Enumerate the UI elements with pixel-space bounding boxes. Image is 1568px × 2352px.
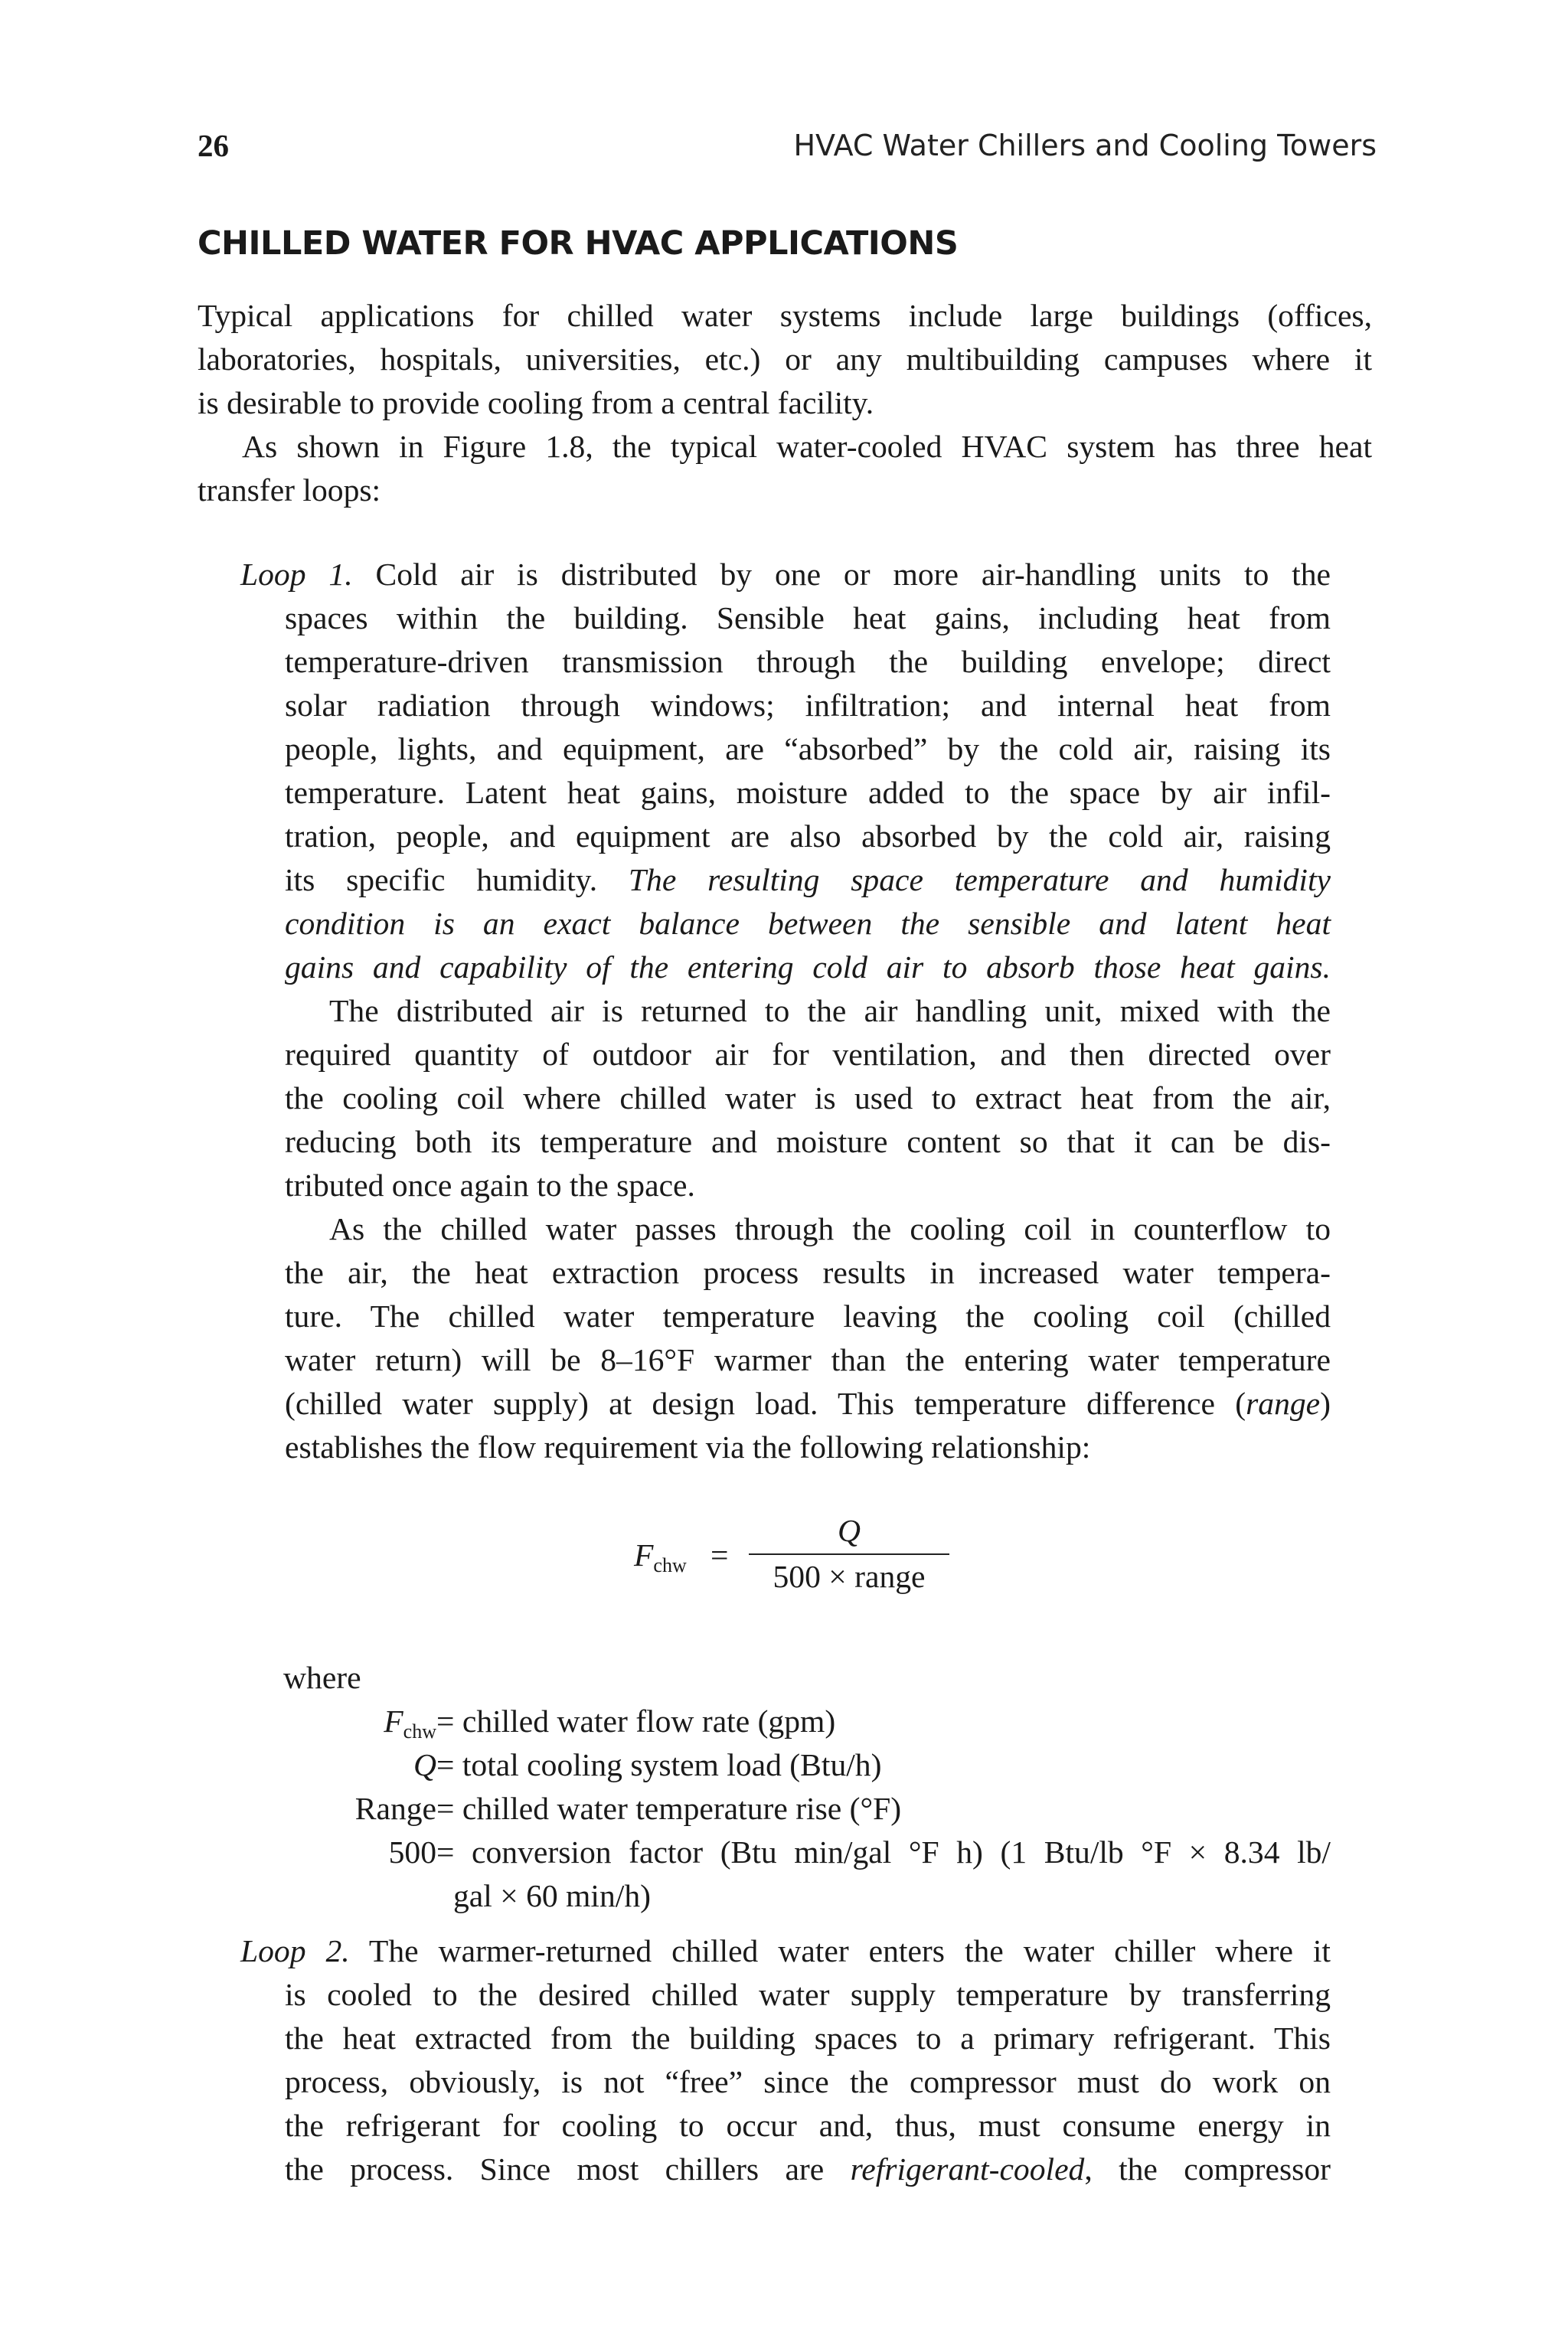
fraction-bar [749,1553,949,1555]
text-line: people, lights, and equipment, are “absorbed” by the cold air, raising its [285,731,1331,766]
text-line: transfer loops: [198,472,381,508]
equation-lhs [634,1537,687,1577]
text-line [240,1929,1331,1973]
definition-symbol: Range [354,1791,436,1826]
text-line: spaces within the building. Sensible heat gains, including heat from [285,600,1331,635]
italic-run: refrigerant-cooled [850,2151,1085,2187]
italic-run: The resulting space temperature and humidity [628,862,1331,897]
definition-text: = conversion factor (Btu min/gal °F h) (1 Btu/lb °F × 8.34 lb/ [436,1834,1331,1870]
definition-text: gal × 60 min/h) [453,1878,651,1913]
equation-symbol: F [634,1537,654,1573]
text-line: temperature-driven transmission through the building envelope; direct [285,644,1331,679]
italic-run: condition is an exact balance between the sensible and latent heat [285,906,1331,941]
text-line: ture. The chilled water temperature leaving the cooling coil (chilled [285,1298,1331,1334]
text-line: the refrigerant for cooling to occur and, thus, must consume energy in [285,2108,1331,2143]
text-run: ) [1320,1386,1331,1421]
text-line: tration, people, and equipment are also absorbed by the cold air, raising [285,818,1331,854]
loop-1-paragraph [240,553,1331,1469]
text-line: is desirable to provide cooling from a central facility. [198,385,874,420]
equation-subscript: chw [653,1554,687,1576]
text-line: is cooled to the desired chilled water supply temperature by transferring [285,1977,1331,2012]
definition-item [283,1700,1331,1743]
running-head: HVAC Water Chillers and Cooling Towers [793,129,1377,162]
text-line: The distributed air is returned to the air handling unit, mixed with the [329,993,1331,1028]
page-number: 26 [198,128,229,163]
text-line [240,902,1331,946]
text-line: establishes the flow requirement via the following relationship: [285,1429,1091,1465]
text-run: , the compressor [1084,2151,1331,2187]
definition-item [283,1743,1331,1787]
where-label: where [283,1660,361,1695]
text-line [240,2148,1331,2191]
definition-symbol: Q [413,1747,436,1782]
text-line [240,858,1331,902]
text-line: tributed once again to the space. [285,1168,695,1203]
italic-run: gains and capability of the entering cold air to absorb those heat gains. [285,949,1331,985]
definition-item [283,1787,1331,1831]
text-run: the process. Since most chillers are [285,2151,851,2187]
definition-symbol: 500 [388,1834,436,1870]
text-line: reducing both its temperature and moisture content so that it can be dis- [285,1124,1331,1159]
text-run: its specific humidity. [285,862,629,897]
loop-2-paragraph [240,1929,1331,2191]
text-line: Typical applications for chilled water systems include large buildings (offices, [198,298,1372,333]
text-line: laboratories, hospitals, universities, etc.) or any multibuilding campuses where it [198,341,1372,377]
italic-run: range [1246,1386,1321,1421]
definition-item [283,1831,1331,1874]
text-line [240,553,1331,596]
text-line: the heat extracted from the building spaces to a primary refrigerant. This [285,2020,1331,2056]
text-line [240,946,1331,989]
text-run: (chilled water supply) at design load. This temperature difference ( [285,1386,1246,1421]
intro-paragraph [198,294,1372,512]
definition-continuation [283,1874,1331,1918]
equation-numerator: Q [837,1513,861,1548]
text-run: Cold air is distributed by one or more air-handling units to the [352,557,1331,592]
text-line: water return) will be 8–16°F warmer than the entering water temperature [285,1342,1331,1377]
section-heading: CHILLED WATER FOR HVAC APPLICATIONS [198,224,959,263]
text-run: The warmer-returned chilled water enters the water chiller where it [349,1933,1331,1968]
text-line: temperature. Latent heat gains, moisture added to the space by air infil- [285,775,1331,810]
definition-symbol: $F_{chw}$ [384,1704,436,1743]
text-line: the cooling coil where chilled water is used to extract heat from the air, [285,1080,1331,1116]
text-line: process, obviously, is not “free” since the compressor must do work on [285,2064,1331,2099]
text-line: As shown in Figure 1.8, the typical water-cooled HVAC system has three heat [242,429,1372,464]
text-line: required quantity of outdoor air for ventilation, and then directed over [285,1037,1331,1072]
loop-2-label: Loop 2. [240,1933,350,1968]
equals-sign: = [710,1537,729,1573]
definition-text: = total cooling system load (Btu/h) [436,1747,882,1782]
text-line: As the chilled water passes through the cooling coil in counterflow to [329,1211,1331,1246]
definition-text: = chilled water temperature rise (°F) [436,1791,902,1826]
definitions-list [283,1656,1331,1918]
text-line: the air, the heat extraction process results in increased water tempera- [285,1255,1331,1290]
loop-1-label: Loop 1. [240,557,353,592]
text-line [240,1382,1331,1426]
where-label-row [283,1656,1331,1700]
definition-text: = chilled water flow rate (gpm) [436,1704,836,1739]
text-line: solar radiation through windows; infiltration; and internal heat from [285,688,1331,723]
equation-denominator: 500 × range [773,1559,926,1594]
flow-equation [634,1512,956,1604]
